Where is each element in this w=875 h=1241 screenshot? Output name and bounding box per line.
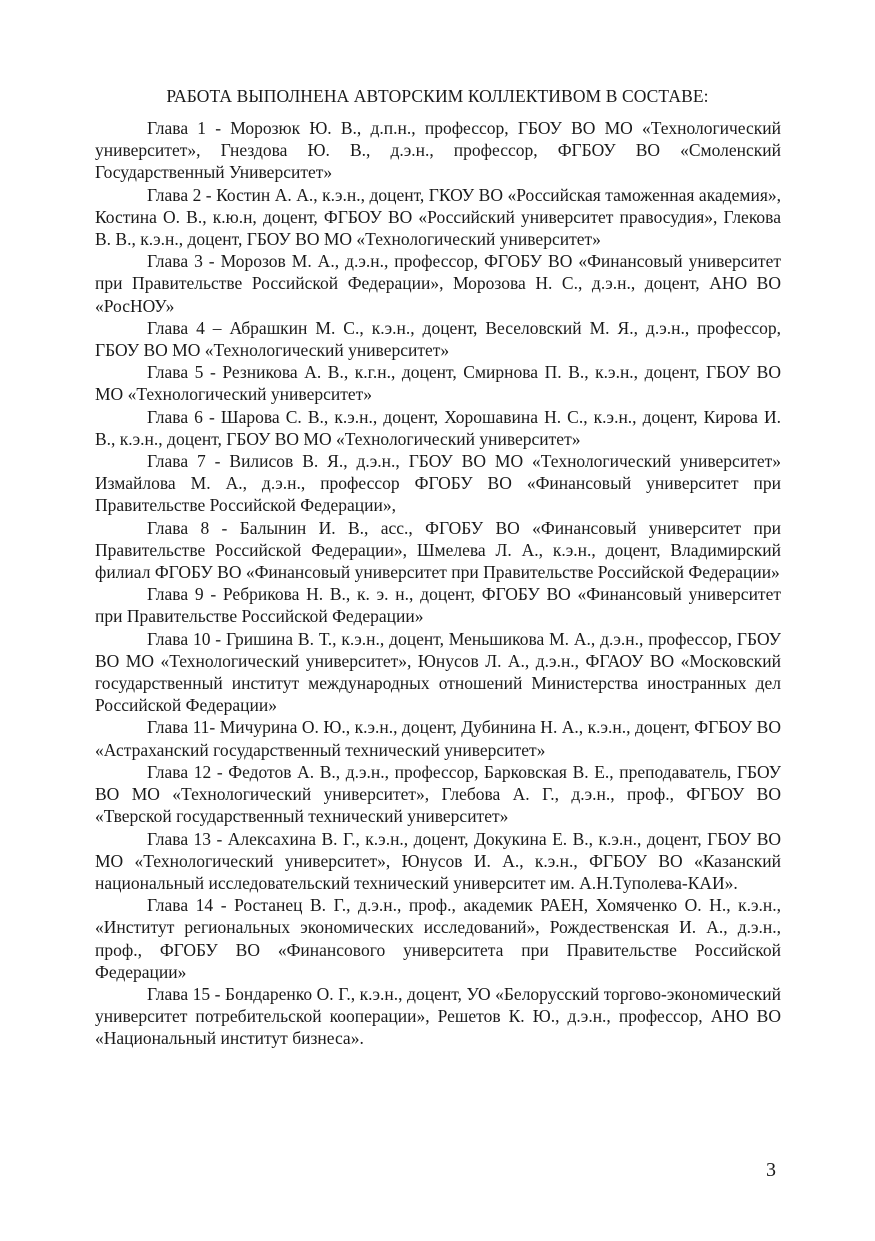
chapter-paragraph-7: Глава 7 - Вилисов В. Я., д.э.н., ГБОУ ВО МО «Технологический университет» Измайлова М. А., д.э.н., профессор ФГОБУ ВО «Финансовый университет при Правительстве Российской Федерации», (95, 451, 781, 516)
chapter-paragraph-5: Глава 5 - Резникова А. В., к.г.н., доцент, Смирнова П. В., к.э.н., доцент, ГБОУ ВО МО «Технологический университет» (95, 362, 781, 405)
authors-list (95, 117, 781, 1050)
chapter-paragraph-2: Глава 2 - Костин А. А., к.э.н., доцент, ГКОУ ВО «Российская таможенная академия», Костина О. В., к.ю.н, доцент, ФГБОУ ВО «Российский университет правосудия», Глекова В. В., к.э.н., доцент, ГБОУ ВО МО «Технологический университет» (95, 184, 781, 250)
chapter-paragraph-9: Глава 9 - Ребрикова Н. В., к. э. н., доцент, ФГОБУ ВО «Финансовый университет при Правительстве Российской Федерации» (95, 584, 781, 627)
chapter-paragraph-6: Глава 6 - Шарова С. В., к.э.н., доцент, Хорошавина Н. С., к.э.н., доцент, Кирова И. В., к.э.н., доцент, ГБОУ ВО МО «Технологический университет» (95, 406, 781, 449)
page-number: 3 (766, 1159, 776, 1181)
chapter-paragraph-10: Глава 10 - Гришина В. Т., к.э.н., доцент, Меньшикова М. А., д.э.н., профессор, ГБОУ ВО МО «Технологический университет», Юнусов Л. А., д.э.н., ФГАОУ ВО «Московский государственный институт международных отношений Министерства иностранных дел Российской Федерации» (95, 628, 781, 716)
chapter-paragraph-3: Глава 3 - Морозов М. А., д.э.н., профессор, ФГОБУ ВО «Финансовый университет при Правительстве Российской Федерации», Морозова Н. С., д.э.н., доцент, АНО ВО «РосНОУ» (95, 251, 781, 316)
chapter-paragraph-12: Глава 12 - Федотов А. В., д.э.н., профессор, Барковская В. Е., преподаватель, ГБОУ ВО МО «Технологический университет», Глебова А. Г., д.э.н., проф., ФГБОУ ВО «Тверской государственный технический университет» (95, 761, 781, 827)
chapter-paragraph-15: Глава 15 - Бондаренко О. Г., к.э.н., доцент, УО «Белорусский торгово-экономический университет потребительской кооперации», Решетов К. Ю., д.э.н., профессор, АНО ВО «Национальный институт бизнеса». (95, 983, 781, 1049)
chapter-paragraph-4: Глава 4 – Абрашкин М. С., к.э.н., доцент, Веселовский М. Я., д.э.н., профессор, ГБОУ ВО МО «Технологический университет» (95, 317, 781, 361)
chapter-paragraph-14: Глава 14 - Ростанец В. Г., д.э.н., проф., академик РАЕН, Хомяченко О. Н., к.э.н., «Институт региональных экономических исследований», Рождественская И. А., д.э.н., проф., ФГОБУ ВО «Финансового университета при Правительстве Российской Федерации» (95, 895, 781, 982)
chapter-paragraph-11: Глава 11- Мичурина О. Ю., к.э.н., доцент, Дубинина Н. А., к.э.н., доцент, ФГБОУ ВО «Астраханский государственный технический университет» (95, 717, 781, 760)
chapter-paragraph-13: Глава 13 - Алексахина В. Г., к.э.н., доцент, Докукина Е. В., к.э.н., доцент, ГБОУ ВО МО «Технологический университет», Юнусов И. А., к.э.н., ФГБОУ ВО «Казанский национальный исследовательский технический университет им. А.Н.Туполева-КАИ». (95, 828, 781, 893)
chapter-paragraph-8: Глава 8 - Балынин И. В., асс., ФГОБУ ВО «Финансовый университет при Правительстве Российской Федерации», Шмелева Л. А., к.э.н., доцент, Владимирский филиал ФГОБУ ВО «Финансовый университет при Правительстве Российской Федерации» (95, 517, 781, 583)
page-heading: РАБОТА ВЫПОЛНЕНА АВТОРСКИМ КОЛЛЕКТИВОМ В СОСТАВЕ: (166, 86, 709, 106)
chapter-paragraph-1: Глава 1 - Морозюк Ю. В., д.п.н., профессор, ГБОУ ВО МО «Технологический университет», Гнездова Ю. В., д.э.н., профессор, ФГБОУ ВО «Смоленский Государственный Университет» (95, 118, 781, 183)
